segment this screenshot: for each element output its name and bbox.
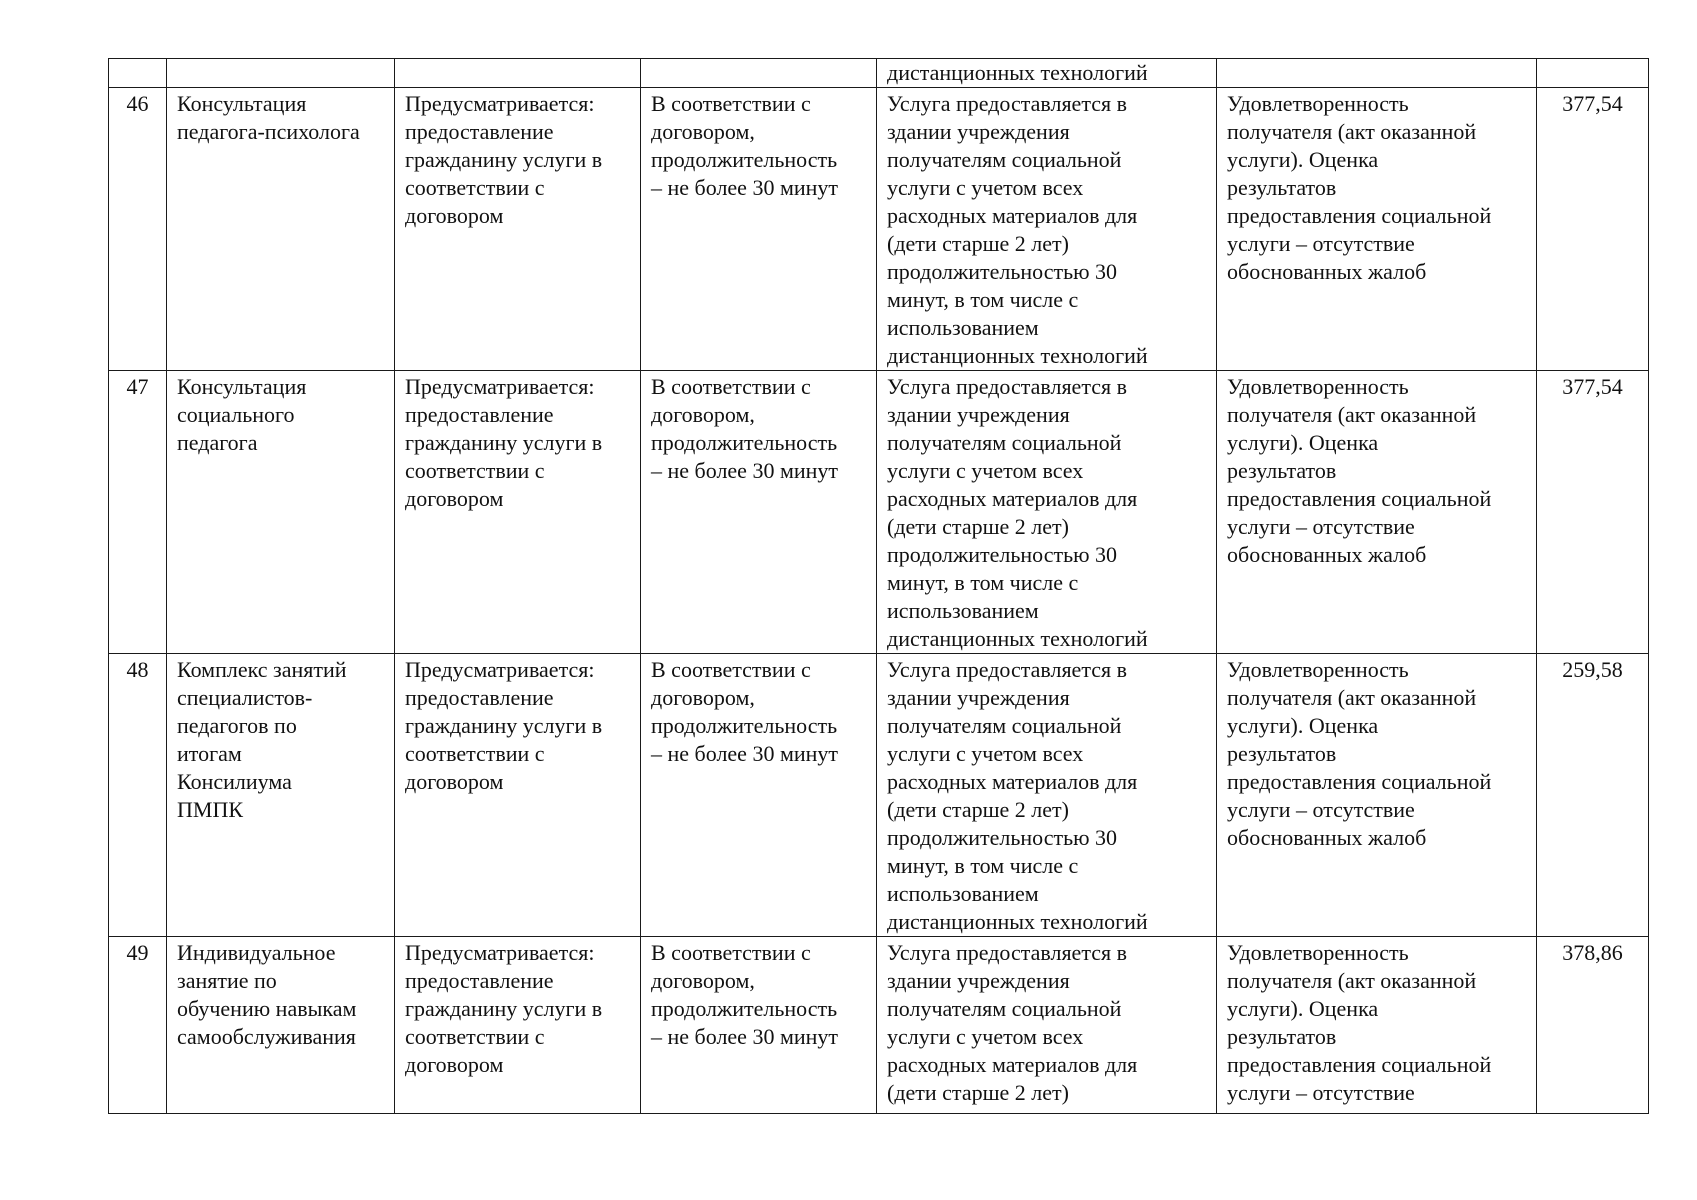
service-quality: Удовлетворенность получателя (акт оказанной услуги). Оценка результатов предоставления социальной услуги – отсутствие	[1227, 940, 1492, 1105]
number-cell	[109, 371, 167, 654]
content-cell	[395, 654, 641, 937]
table-cell	[395, 59, 641, 88]
number-cell	[109, 937, 167, 1114]
row-number: 48	[126, 657, 149, 682]
price-cell	[1537, 654, 1649, 937]
quality-cell	[1217, 88, 1537, 371]
row-number: 46	[126, 91, 149, 116]
table-cell	[109, 59, 167, 88]
content-cell	[395, 371, 641, 654]
service-cell	[167, 937, 395, 1114]
quality-cell	[1217, 937, 1537, 1114]
service-price: 378,86	[1562, 940, 1623, 965]
service-period: В соответствии с договором, продолжительность – не более 30 минут	[651, 374, 839, 483]
service-content: Предусматривается: предоставление гражданину услуги в соответствии с договором	[405, 374, 603, 511]
table-cell	[641, 59, 877, 88]
services-table	[108, 58, 1649, 1114]
table-cell	[167, 59, 395, 88]
service-name: Индивидуальное занятие по обучению навыкам самообслуживания	[177, 940, 357, 1049]
service-period: В соответствии с договором, продолжительность – не более 30 минут	[651, 91, 839, 200]
service-content: Предусматривается: предоставление гражданину услуги в соответствии с договором	[405, 91, 603, 228]
service-quality: Удовлетворенность получателя (акт оказанной услуги). Оценка результатов предоставления социальной услуги – отсутствие обоснованных жалоб	[1227, 657, 1492, 850]
period-cell	[641, 88, 877, 371]
description-cell	[877, 371, 1217, 654]
table-row	[109, 654, 1649, 937]
description-cell	[877, 937, 1217, 1114]
number-cell	[109, 654, 167, 937]
price-cell	[1537, 371, 1649, 654]
price-cell	[1537, 937, 1649, 1114]
service-quality: Удовлетворенность получателя (акт оказанной услуги). Оценка результатов предоставления социальной услуги – отсутствие обоснованных жалоб	[1227, 91, 1492, 284]
table-cell	[1217, 59, 1537, 88]
description-cell	[877, 59, 1217, 88]
service-cell	[167, 371, 395, 654]
service-period: В соответствии с договором, продолжительность – не более 30 минут	[651, 657, 839, 766]
service-name: Комплекс занятий специалистов- педагогов по итогам Консилиума ПМПК	[177, 657, 347, 822]
service-description: Услуга предоставляется в здании учреждения получателям социальной услуги с учетом всех расходных материалов для (дети старше 2 лет)	[887, 940, 1138, 1105]
description-cell	[877, 654, 1217, 937]
table-row	[109, 937, 1649, 1114]
service-description: Услуга предоставляется в здании учреждения получателям социальной услуги с учетом всех расходных материалов для (дети старше 2 лет) продолжительностью 30 минут, в том числе с использованием дистанционных технологий	[887, 91, 1148, 368]
row-number: 47	[126, 374, 149, 399]
quality-cell	[1217, 654, 1537, 937]
service-cell	[167, 654, 395, 937]
service-content: Предусматривается: предоставление гражданину услуги в соответствии с договором	[405, 940, 603, 1077]
service-name: Консультация социального педагога	[177, 374, 307, 455]
quality-cell	[1217, 371, 1537, 654]
service-price: 259,58	[1562, 657, 1623, 682]
period-cell	[641, 937, 877, 1114]
service-content: Предусматривается: предоставление гражданину услуги в соответствии с договором	[405, 657, 603, 794]
service-period: В соответствии с договором, продолжительность – не более 30 минут	[651, 940, 839, 1049]
continuation-row	[109, 59, 1649, 88]
table-cell	[1537, 59, 1649, 88]
service-description: Услуга предоставляется в здании учреждения получателям социальной услуги с учетом всех расходных материалов для (дети старше 2 лет) продолжительностью 30 минут, в том числе с использованием дистанционных технологий	[887, 657, 1148, 934]
description-text: дистанционных технологий	[887, 60, 1148, 85]
service-quality: Удовлетворенность получателя (акт оказанной услуги). Оценка результатов предоставления социальной услуги – отсутствие обоснованных жалоб	[1227, 374, 1492, 567]
content-cell	[395, 937, 641, 1114]
content-cell	[395, 88, 641, 371]
number-cell	[109, 88, 167, 371]
period-cell	[641, 371, 877, 654]
description-cell	[877, 88, 1217, 371]
period-cell	[641, 654, 877, 937]
price-cell	[1537, 88, 1649, 371]
service-price: 377,54	[1562, 91, 1623, 116]
service-price: 377,54	[1562, 374, 1623, 399]
table-row	[109, 88, 1649, 371]
service-cell	[167, 88, 395, 371]
service-description: Услуга предоставляется в здании учреждения получателям социальной услуги с учетом всех расходных материалов для (дети старше 2 лет) продолжительностью 30 минут, в том числе с использованием дистанционных технологий	[887, 374, 1148, 651]
table-row	[109, 371, 1649, 654]
row-number: 49	[126, 940, 149, 965]
service-name: Консультация педагога-психолога	[177, 91, 360, 144]
